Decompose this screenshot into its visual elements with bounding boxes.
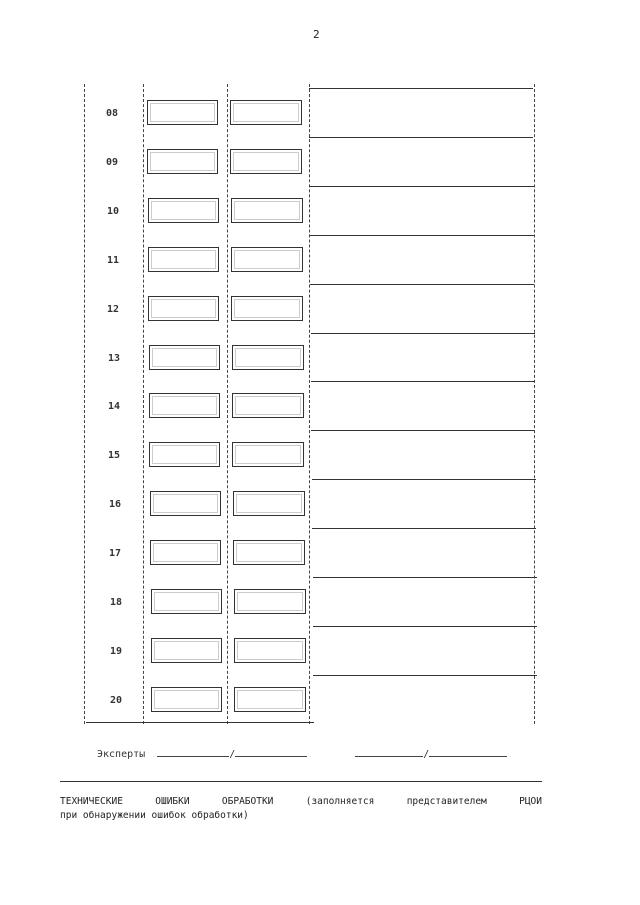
comment-row-line <box>312 528 536 529</box>
experts-label: Эксперты <box>97 749 146 760</box>
tech-errors-subheading: при обнаружении ошибок обработки) <box>60 810 249 821</box>
answer-box-1[interactable] <box>151 687 222 712</box>
table-bottom-line <box>86 722 314 723</box>
experts-signature-line <box>97 746 507 760</box>
comment-row-line <box>310 284 534 285</box>
answer-box-1[interactable] <box>151 589 222 614</box>
expert2-signature-field[interactable] <box>429 746 507 757</box>
comment-row-line <box>310 235 534 236</box>
comment-row-line <box>312 479 536 480</box>
answer-box-2[interactable] <box>232 442 304 467</box>
slash-2: / <box>423 749 430 760</box>
section-separator <box>60 781 542 782</box>
row-number: 13 <box>107 353 121 364</box>
comment-row-line <box>311 381 535 382</box>
table-left-border <box>84 84 85 724</box>
tech-errors-heading: ТЕХНИЧЕСКИЕ ОШИБКИ ОБРАБОТКИ (заполняется представителем РЦОИ <box>60 796 542 807</box>
comment-row-line <box>313 626 537 627</box>
answer-box-1[interactable] <box>147 149 218 174</box>
row-number: 14 <box>107 401 121 412</box>
comment-row-line <box>313 675 537 676</box>
answer-box-1[interactable] <box>151 638 222 663</box>
answer-box-1[interactable] <box>148 296 219 321</box>
row-number: 19 <box>109 646 123 657</box>
expert2-name-field[interactable] <box>355 746 423 757</box>
answer-box-2[interactable] <box>234 589 306 614</box>
answer-box-2[interactable] <box>230 100 302 125</box>
answer-box-1[interactable] <box>149 442 220 467</box>
comment-row-line <box>311 430 535 431</box>
page-number: 2 <box>313 28 320 41</box>
answer-box-2[interactable] <box>231 198 303 223</box>
row-number: 18 <box>109 597 123 608</box>
answer-box-2[interactable] <box>232 345 304 370</box>
comment-row-line <box>313 577 537 578</box>
answer-box-1[interactable] <box>150 540 221 565</box>
comment-row-line <box>309 137 533 138</box>
row-number: 17 <box>108 548 122 559</box>
expert1-signature-field[interactable] <box>235 746 307 757</box>
row-number: 11 <box>106 255 120 266</box>
comment-row-line <box>311 333 535 334</box>
answer-box-2[interactable] <box>231 296 303 321</box>
column-divider-1 <box>143 84 144 724</box>
row-number: 12 <box>106 304 120 315</box>
row-number: 16 <box>108 499 122 510</box>
answer-box-1[interactable] <box>147 100 218 125</box>
answer-box-2[interactable] <box>233 540 305 565</box>
row-number: 15 <box>107 450 121 461</box>
column-divider-2 <box>227 84 228 724</box>
answer-box-2[interactable] <box>230 149 302 174</box>
row-number: 08 <box>105 108 119 119</box>
answer-box-2[interactable] <box>233 491 305 516</box>
row-number: 09 <box>105 157 119 168</box>
answer-box-2[interactable] <box>234 687 306 712</box>
answer-box-1[interactable] <box>149 345 220 370</box>
answer-box-2[interactable] <box>232 393 304 418</box>
answer-box-1[interactable] <box>149 393 220 418</box>
comment-row-line <box>310 186 534 187</box>
table-right-border <box>534 84 535 724</box>
answer-box-2[interactable] <box>231 247 303 272</box>
answer-box-1[interactable] <box>148 198 219 223</box>
answer-box-1[interactable] <box>148 247 219 272</box>
slash-1: / <box>229 749 236 760</box>
answer-box-2[interactable] <box>234 638 306 663</box>
row-number: 20 <box>109 695 123 706</box>
answer-box-1[interactable] <box>150 491 221 516</box>
column-divider-3 <box>309 84 310 724</box>
comment-row-line <box>309 88 533 89</box>
expert1-name-field[interactable] <box>157 746 229 757</box>
row-number: 10 <box>106 206 120 217</box>
